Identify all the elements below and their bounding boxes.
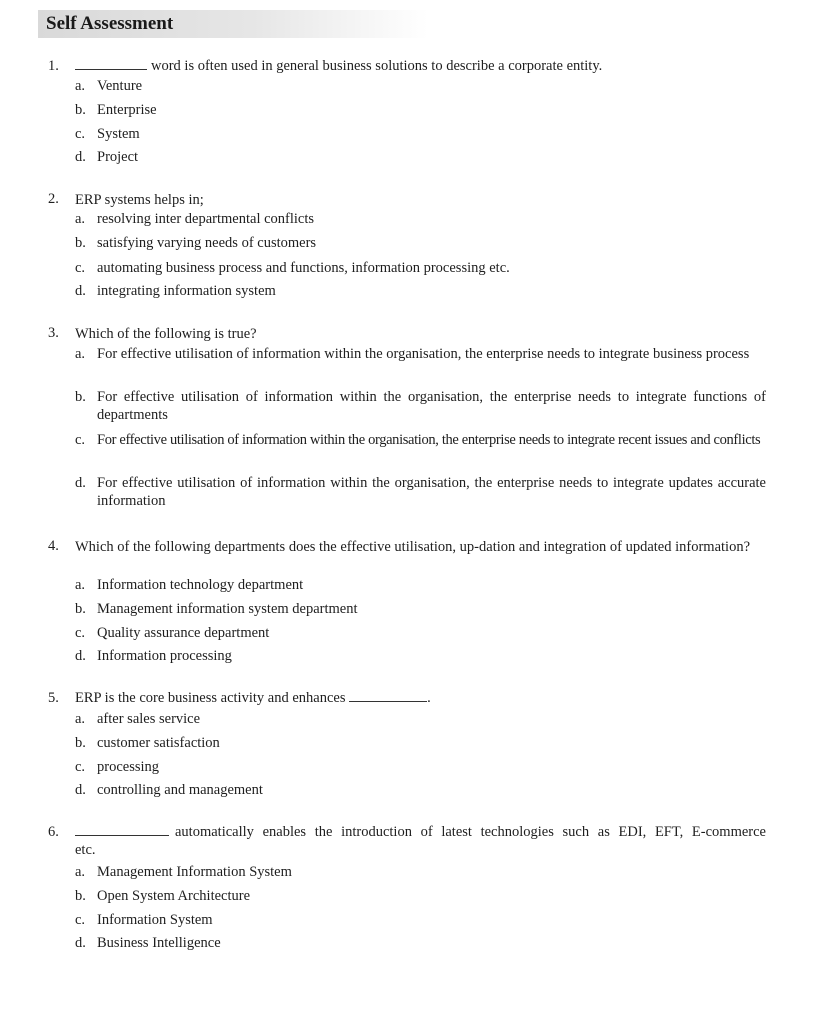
option-text: Management Information System xyxy=(97,864,292,880)
option-letter: a. xyxy=(75,211,86,227)
option-text: customer satisfaction xyxy=(97,735,220,751)
option-text: integrating information system xyxy=(97,283,276,299)
option-text: For effective utilisation of information within the organisation, the enterprise needs to integrate recent issues and conflicts xyxy=(97,432,761,448)
question-text: ERP systems helps in; xyxy=(75,192,204,208)
option-text: System xyxy=(97,126,140,142)
option-text: Project xyxy=(97,149,139,165)
option-letter: c. xyxy=(75,260,86,276)
option-text: satisfying varying needs of customers xyxy=(97,235,317,251)
option-letter: a. xyxy=(75,864,86,880)
title-bar xyxy=(38,10,428,38)
option-letter: b. xyxy=(75,235,86,251)
option-text: Enterprise xyxy=(97,102,157,118)
answer-blank xyxy=(349,700,427,702)
question-text: Which of the following is true? xyxy=(75,326,257,342)
question-text-continued: etc. xyxy=(75,842,96,858)
question-number: 1. xyxy=(48,58,59,74)
option-text: Information technology department xyxy=(97,577,304,593)
option-letter: c. xyxy=(75,912,86,928)
option-letter: b. xyxy=(75,735,86,751)
option-text: For effective utilisation of information within the organisation, the enterprise needs to integrate functions of departments xyxy=(97,389,766,423)
question-text: word is often used in general business solutions to describe a corporate entity. xyxy=(75,58,602,75)
option-text: resolving inter departmental conflicts xyxy=(97,211,315,227)
option-letter: c. xyxy=(75,126,86,142)
question-number: 6. xyxy=(48,824,59,840)
option-letter: d. xyxy=(75,283,86,299)
option-text: processing xyxy=(97,759,160,775)
option-text: Open System Architecture xyxy=(97,888,251,904)
question-number: 3. xyxy=(48,325,59,341)
page-title: Self Assessment xyxy=(46,13,174,34)
option-text: after sales service xyxy=(97,711,201,727)
option-letter: a. xyxy=(75,711,86,727)
option-text: Management information system department xyxy=(97,601,358,617)
option-letter: d. xyxy=(75,475,86,491)
option-letter: c. xyxy=(75,625,86,641)
answer-blank xyxy=(75,68,147,70)
option-text: For effective utilisation of information within the organisation, the enterprise needs to integrate business process xyxy=(97,346,750,362)
question-text: Which of the following departments does the effective utilisation, up-dation and integration of updated information? xyxy=(75,539,751,555)
question-text: automatically enables the introduction of latest technologies such as EDI, EFT, E-commerce xyxy=(75,824,766,841)
option-text: Information System xyxy=(97,912,213,928)
option-letter: a. xyxy=(75,78,86,94)
option-letter: b. xyxy=(75,102,86,118)
option-letter: a. xyxy=(75,346,86,362)
option-text: controlling and management xyxy=(97,782,263,798)
option-text: For effective utilisation of information within the organisation, the enterprise needs to integrate updates accurate information xyxy=(97,475,766,509)
option-letter: b. xyxy=(75,601,86,617)
option-letter: d. xyxy=(75,782,86,798)
question-number: 5. xyxy=(48,690,59,706)
option-text: Business Intelligence xyxy=(97,935,221,951)
option-letter: d. xyxy=(75,935,86,951)
option-text: Venture xyxy=(97,78,143,94)
option-letter: d. xyxy=(75,648,86,664)
question-number: 2. xyxy=(48,191,59,207)
option-letter: b. xyxy=(75,389,86,405)
option-letter: a. xyxy=(75,577,86,593)
question-number: 4. xyxy=(48,538,59,554)
option-text: Quality assurance department xyxy=(97,625,270,641)
option-letter: b. xyxy=(75,888,86,904)
option-letter: d. xyxy=(75,149,86,165)
question-text: ERP is the core business activity and enhances . xyxy=(75,690,431,706)
option-text: automating business process and functions, information processing etc. xyxy=(97,260,510,276)
option-letter: c. xyxy=(75,432,86,448)
option-text: Information processing xyxy=(97,648,232,664)
answer-blank xyxy=(75,834,169,836)
option-letter: c. xyxy=(75,759,86,775)
